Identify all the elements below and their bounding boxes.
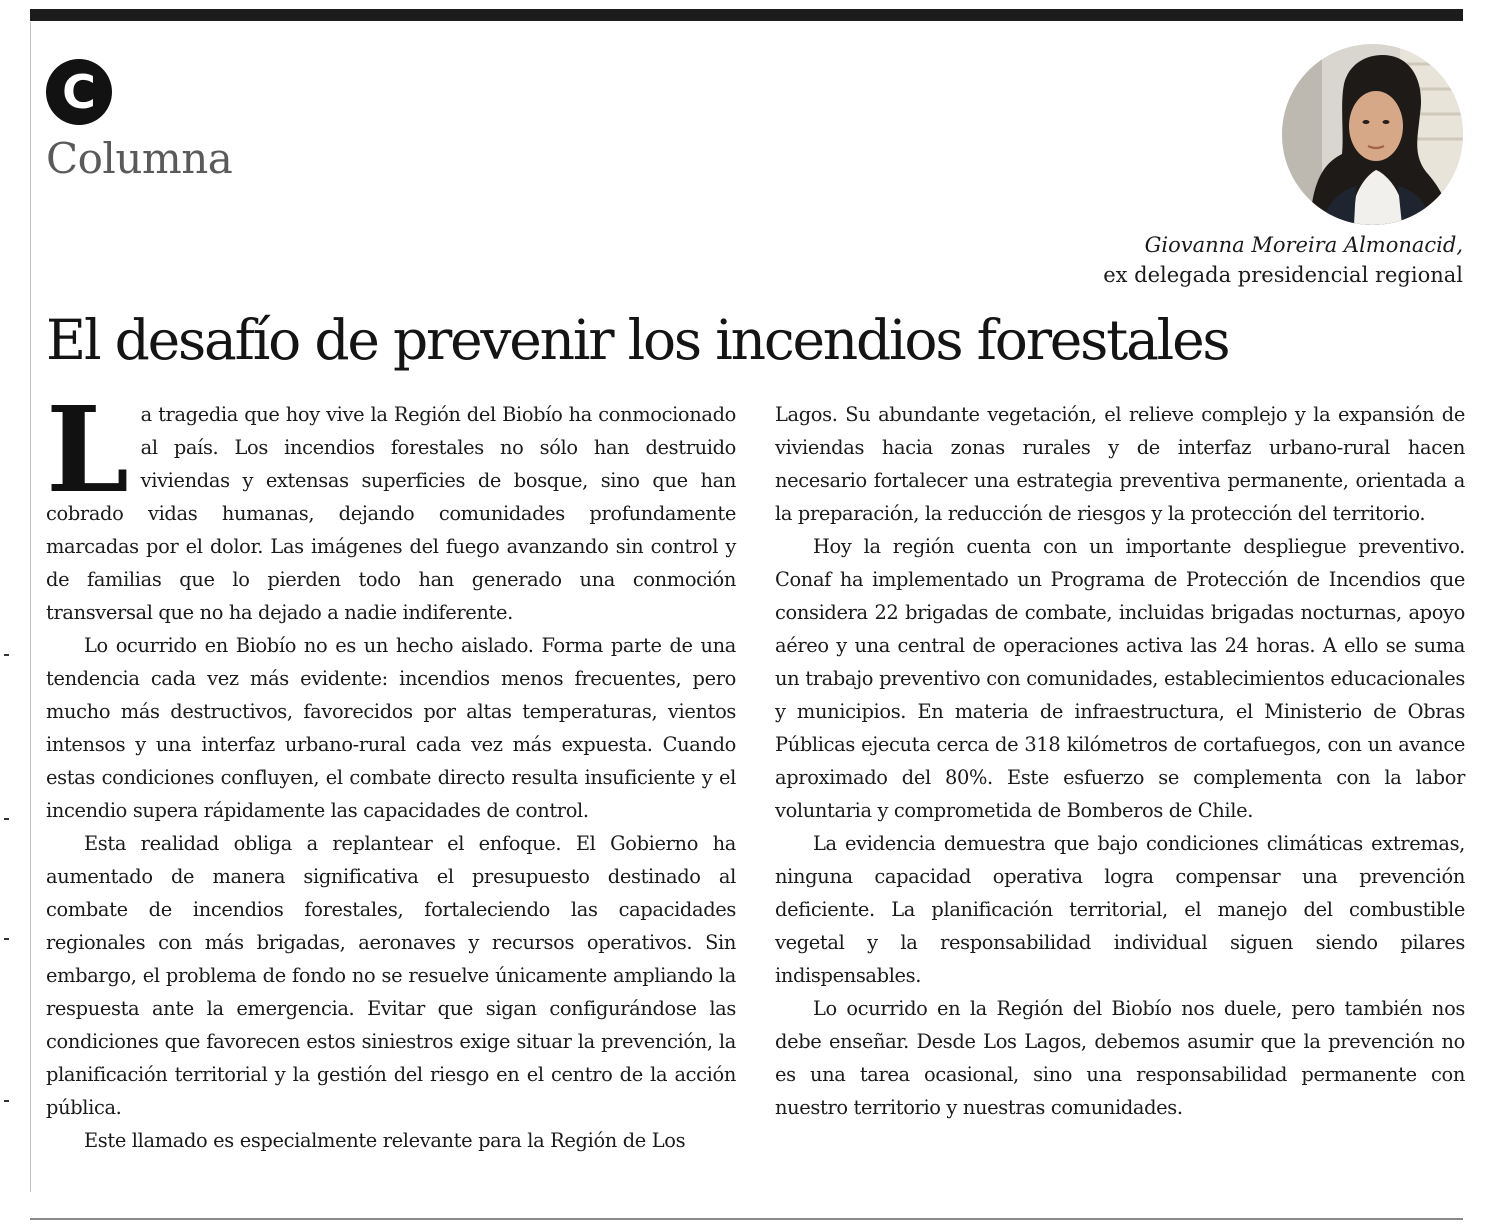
article-column-left: [46, 380, 736, 1157]
article-paragraph: La evidencia demuestra que bajo condiciones climáticas extremas, ninguna capacidad operativa logra compensar una prevención deficiente. La planificación territorial, el manejo del combustible vegetal y la responsabilidad individual siguen siendo pilares indispensables.: [775, 832, 1465, 987]
margin-tick: [4, 818, 9, 820]
article-paragraph: Lo ocurrido en Biobío no es un hecho aislado. Forma parte de una tendencia cada vez más evidente: incendios menos frecuentes, pero mucho más destructivos, favorecidos por altas temperaturas, vientos intensos y una interfaz urbano-rural cada vez más expuesta. Cuando estas condiciones confluyen, el combate directo resulta insuficiente y el incendio supera rápidamente las capacidades de control.: [46, 634, 736, 822]
section-label: Columna: [46, 134, 233, 183]
article-paragraph: Este llamado es especialmente relevante para la Región de Los: [84, 1129, 686, 1152]
author-role: ex delegada presidencial regional: [1103, 263, 1463, 287]
article-paragraph: [46, 380, 736, 629]
article-paragraph: Esta realidad obliga a replantear el enfoque. El Gobierno ha aumentado de manera significativa el presupuesto destinado al combate de incendios forestales, fortaleciendo las capacidades regionales con más brigadas, aeronaves y recursos operativos. Sin embargo, el problema de fondo no se resuelve únicamente ampliando la respuesta ante la emergencia. Evitar que sigan configurándose las condiciones que favorecen estos siniestros exige situar la prevención, la planificación territorial y la gestión del riesgo en el centro de la acción pública.: [46, 832, 736, 1119]
author-photo: [1282, 44, 1463, 225]
margin-tick: [4, 654, 9, 656]
drop-cap: L: [46, 380, 129, 519]
article-column-right: [775, 398, 1465, 1124]
article-paragraph: Lo ocurrido en la Región del Biobío nos duele, pero también nos debe enseñar. Desde Los Lagos, debemos asumir que la prevención no es una tarea ocasional, sino una responsabilidad permanente con nuestro territorio y nuestras comunidades.: [775, 997, 1465, 1119]
byline: [1103, 230, 1463, 290]
section-badge: C: [46, 59, 112, 125]
article-headline: El desafío de prevenir los incendios forestales: [46, 308, 1229, 372]
author-name: Giovanna Moreira Almonacid,: [1144, 233, 1463, 257]
paragraph-text: a tragedia que hoy vive la Región del Biobío ha conmocionado al país. Los incendios forestales no sólo han destruido viviendas y extensas superficies de bosque, sino que han cobrado vidas humanas, dejando comunidades profundamente marcadas por el dolor. Las imágenes del fuego avanzando sin control y de familias que lo pierden todo han generado una conmoción transversal que no ha dejado a nadie indiferente.: [46, 403, 736, 624]
top-rule: [30, 9, 1463, 21]
margin-tick: [4, 1100, 9, 1102]
left-margin-rule: [30, 22, 31, 1192]
margin-tick: [4, 938, 9, 940]
article-paragraph-continued: Lagos. Su abundante vegetación, el relieve complejo y la expansión de viviendas hacia zonas rurales y de interfaz urbano-rural hacen necesario fortalecer una estrategia preventiva permanente, orientada a la preparación, la reducción de riesgos y la protección del territorio.: [775, 403, 1465, 525]
bottom-rule: [30, 1218, 1463, 1220]
article-paragraph: Hoy la región cuenta con un importante despliegue preventivo. Conaf ha implementado un Programa de Protección de Incendios que considera 22 brigadas de combate, incluidas brigadas nocturnas, apoyo aéreo y una central de operaciones activa las 24 horas. A ello se suma un trabajo preventivo con comunidades, establecimientos educacionales y municipios. En materia de infraestructura, el Ministerio de Obras Públicas ejecuta cerca de 318 kilómetros de cortafuegos, con un avance aproximado del 80%. Este esfuerzo se complementa con la labor voluntaria y comprometida de Bomberos de Chile.: [775, 535, 1465, 822]
author-portrait-image: [1282, 44, 1463, 225]
